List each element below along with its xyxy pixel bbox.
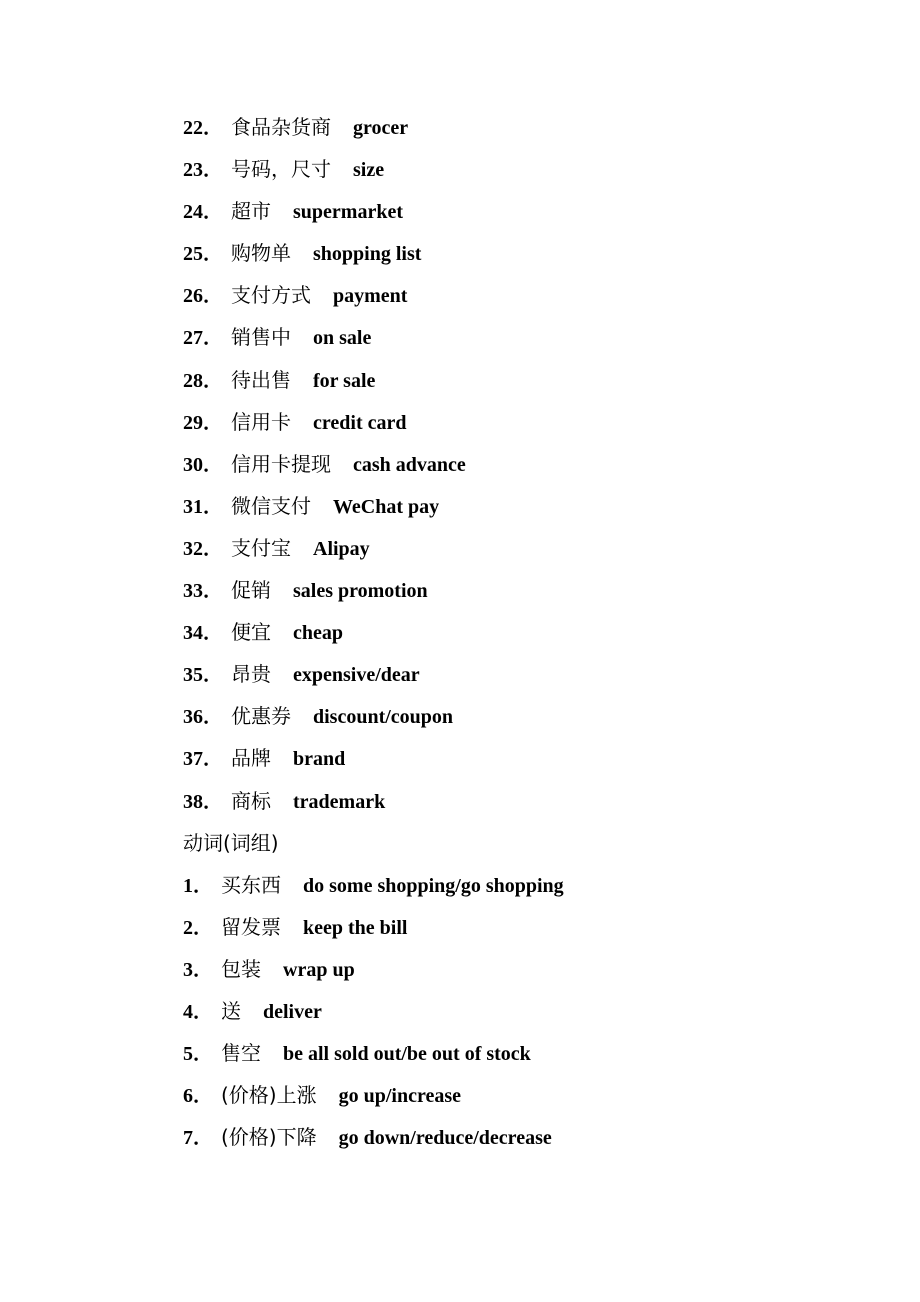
entry-chinese: 销售中 [231,325,291,350]
entry-english: WeChat pay [333,495,440,518]
noun-entry-29 [183,401,883,443]
entry-chinese: 信用卡提现 [231,451,331,476]
entry-number: 34． [183,622,223,645]
noun-entry-34 [183,611,883,653]
entry-english: payment [333,285,408,308]
entry-chinese: 便宜 [231,620,271,645]
entry-number: 4． [183,1000,213,1023]
noun-entry-25 [183,232,883,274]
entry-english: brand [293,748,346,771]
verb-entry-5 [183,1032,883,1074]
entry-english: grocer [353,117,409,139]
entry-chinese: 品牌 [231,746,271,771]
entry-english: cash advance [353,453,466,476]
entry-number: 25． [183,243,223,266]
noun-entry-32 [183,527,883,569]
entry-number: 28． [183,369,223,392]
verb-entry-4 [183,990,883,1032]
entry-number: 22． [183,117,223,139]
entry-english: expensive/dear [293,664,420,687]
entry-chinese: (价格)上涨 [221,1083,317,1108]
entry-chinese: 优惠券 [231,704,291,729]
entry-english: discount/coupon [313,706,454,729]
entry-chinese: 留发票 [221,914,281,939]
entry-english: deliver [263,1000,322,1023]
noun-entry-33 [183,569,883,611]
entry-number: 1． [183,874,213,897]
entry-number: 24． [183,201,223,224]
verb-entry-3 [183,948,883,990]
entry-english: size [353,159,385,182]
entry-number: 23． [183,159,223,182]
entry-number: 7． [183,1127,213,1150]
noun-entry-23 [183,148,883,190]
entry-chinese: 微信支付 [231,493,311,518]
entry-chinese: 包装 [221,956,261,981]
entry-english: go up/increase [338,1085,462,1108]
entry-number: 35． [183,664,223,687]
entry-chinese: 信用卡 [231,409,291,434]
entry-chinese: 食品杂货商 [231,115,331,139]
entry-english: shopping list [313,243,422,266]
entry-chinese: 送 [221,998,241,1023]
entry-number: 27． [183,327,223,350]
entry-number: 38． [183,790,223,813]
entry-chinese: 超市 [231,199,271,224]
entry-number: 37． [183,748,223,771]
entry-chinese: 支付方式 [231,283,311,308]
entry-number: 30． [183,453,223,476]
entry-chinese: 号码，尺寸 [231,157,331,182]
entry-number: 3． [183,958,213,981]
noun-entry-36 [183,695,883,737]
entry-english: on sale [313,327,372,350]
noun-entry-26 [183,274,883,316]
noun-entry-28 [183,359,883,401]
verb-entry-2 [183,906,883,948]
verb-entry-7 [183,1116,883,1158]
vocabulary-list [183,106,883,1158]
entry-number: 2． [183,916,213,939]
entry-english: sales promotion [293,580,428,603]
verb-entry-1 [183,864,883,906]
noun-entry-24 [183,190,883,232]
noun-entry-35 [183,653,883,695]
entry-number: 36． [183,706,223,729]
entry-english: Alipay [313,537,370,560]
noun-entry-31 [183,485,883,527]
entry-chinese: 昂贵 [231,662,271,687]
entry-chinese: 购物单 [231,241,291,266]
verb-entry-6 [183,1074,883,1116]
entry-english: go down/reduce/decrease [338,1127,552,1150]
entry-english: wrap up [283,958,355,981]
entry-chinese: 待出售 [231,367,291,392]
entry-english: trademark [293,790,386,813]
entry-number: 26． [183,285,223,308]
entry-english: cheap [293,622,343,645]
entry-english: for sale [313,369,376,392]
entry-number: 29． [183,411,223,434]
entry-english: do some shopping/go shopping [303,874,564,897]
noun-entry-30 [183,443,883,485]
entry-chinese: (价格)下降 [221,1125,317,1150]
entry-number: 32． [183,537,223,560]
noun-entry-27 [183,316,883,358]
noun-entry-22 [183,106,883,148]
entry-english: keep the bill [303,916,408,939]
entry-chinese: 商标 [231,788,271,813]
entry-chinese: 促销 [231,578,271,603]
noun-entry-37 [183,737,883,779]
entry-chinese: 支付宝 [231,535,291,560]
entry-number: 5． [183,1043,213,1066]
entry-number: 6． [183,1085,213,1108]
verbs-section-heading: 动词(词组) [183,830,279,855]
entry-english: supermarket [293,201,403,224]
entry-number: 33． [183,580,223,603]
entry-number: 31． [183,495,223,518]
noun-entry-38 [183,780,883,822]
entry-english: credit card [313,411,407,434]
entry-english: be all sold out/be out of stock [283,1043,531,1066]
entry-chinese: 售空 [221,1041,261,1066]
entry-chinese: 买东西 [221,872,281,897]
